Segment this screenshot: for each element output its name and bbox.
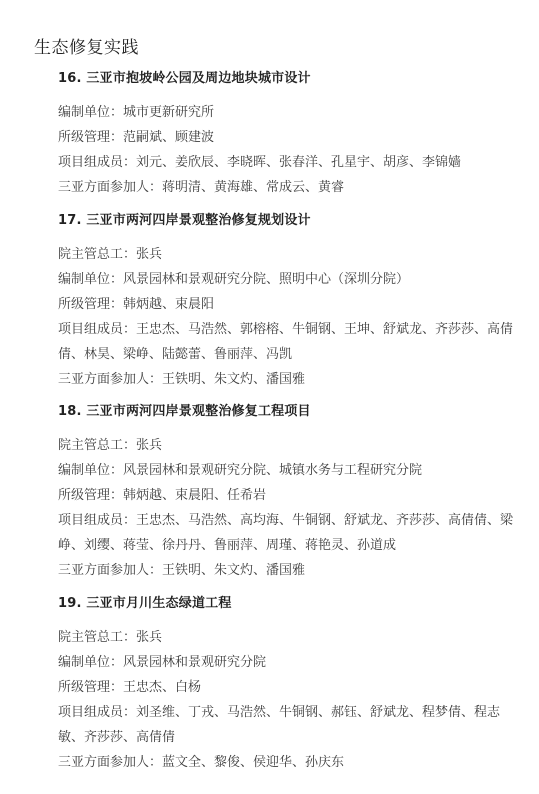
row-label: 院主管总工： [58, 630, 137, 645]
row-label: 所级管理： [58, 130, 124, 145]
row-label: 三亚方面参加人： [58, 372, 163, 387]
detail-row-management [58, 675, 518, 700]
row-value: 风景园林和景观研究分院 [123, 655, 267, 670]
detail-row-chief-engineer [58, 433, 518, 458]
detail-row-members [58, 317, 518, 367]
detail-row-unit [58, 267, 518, 292]
project-19 [58, 594, 518, 775]
detail-row-chief-engineer [58, 625, 518, 650]
project-details [58, 625, 518, 775]
row-label: 所级管理： [58, 297, 124, 312]
row-label: 编制单位： [58, 105, 124, 120]
row-value: 韩炳越、束晨阳 [123, 297, 215, 312]
row-value: 王忠杰、马浩然、高均海、牛铜钢、舒斌龙、齐莎莎、高倩倩、梁峥、刘缨、蒋莹、徐丹丹、鲁丽萍、周瑾、蒋艳灵、孙道成 [58, 513, 514, 553]
row-value: 张兵 [136, 630, 163, 645]
detail-row-unit [58, 458, 518, 483]
project-title: 19. 三亚市月川生态绿道工程 [58, 596, 232, 611]
row-value: 韩炳越、束晨阳、任希岩 [123, 488, 267, 503]
row-value: 风景园林和景观研究分院、城镇水务与工程研究分院 [123, 463, 423, 478]
row-label: 所级管理： [58, 680, 124, 695]
project-18 [58, 402, 518, 583]
project-details [58, 242, 518, 392]
detail-row-sanya-participants [58, 750, 518, 775]
row-value: 王忠杰、马浩然、郭榕榕、牛铜钢、王坤、舒斌龙、齐莎莎、高倩倩、林昊、梁峥、陆懿蕾、鲁丽萍、冯凯 [58, 322, 514, 362]
row-value: 刘圣维、丁戎、马浩然、牛铜钢、郝钰、舒斌龙、程梦倩、程志敏、齐莎莎、高倩倩 [58, 705, 501, 745]
row-value: 张兵 [136, 247, 163, 262]
row-value: 王铁明、朱文灼、潘国雅 [162, 563, 306, 578]
row-value: 范嗣斌、顾建波 [123, 130, 215, 145]
row-value: 城市更新研究所 [123, 105, 215, 120]
detail-row-management [58, 292, 518, 317]
row-label: 编制单位： [58, 463, 124, 478]
row-label: 三亚方面参加人： [58, 563, 163, 578]
row-value: 王忠杰、白杨 [123, 680, 202, 695]
project-title: 16. 三亚市抱坡岭公园及周边地块城市设计 [58, 71, 311, 86]
row-label: 院主管总工： [58, 247, 137, 262]
detail-row-members [58, 150, 518, 175]
row-label: 项目组成员： [58, 155, 137, 170]
project-16 [58, 69, 518, 200]
row-label: 项目组成员： [58, 322, 137, 337]
detail-row-members [58, 508, 518, 558]
row-label: 编制单位： [58, 655, 124, 670]
row-value: 王铁明、朱文灼、潘国雅 [162, 372, 306, 387]
row-value: 刘元、姜欣辰、李晓晖、张春洋、孔星宇、胡彦、李锦嫱 [136, 155, 462, 170]
project-title: 17. 三亚市两河四岸景观整治修复规划设计 [58, 213, 311, 228]
detail-row-management [58, 125, 518, 150]
detail-row-sanya-participants [58, 367, 518, 392]
detail-row-unit [58, 100, 518, 125]
detail-row-chief-engineer [58, 242, 518, 267]
detail-row-management [58, 483, 518, 508]
row-label: 三亚方面参加人： [58, 755, 163, 770]
row-label: 项目组成员： [58, 705, 137, 720]
detail-row-members [58, 700, 518, 750]
row-value: 蓝文全、黎俊、侯迎华、孙庆东 [162, 755, 345, 770]
detail-row-unit [58, 650, 518, 675]
row-label: 编制单位： [58, 272, 124, 287]
project-details [58, 100, 518, 200]
project-title: 18. 三亚市两河四岸景观整治修复工程项目 [58, 404, 311, 419]
project-17 [58, 211, 518, 392]
section-title: 生态修复实践 [34, 38, 139, 58]
row-label: 项目组成员： [58, 513, 137, 528]
detail-row-sanya-participants [58, 558, 518, 583]
row-value: 蒋明清、黄海雄、常成云、黄睿 [162, 180, 345, 195]
row-label: 院主管总工： [58, 438, 137, 453]
detail-row-sanya-participants [58, 175, 518, 200]
row-value: 风景园林和景观研究分院、照明中心（深圳分院） [123, 272, 410, 287]
row-value: 张兵 [136, 438, 163, 453]
row-label: 三亚方面参加人： [58, 180, 163, 195]
row-label: 所级管理： [58, 488, 124, 503]
project-details [58, 433, 518, 583]
